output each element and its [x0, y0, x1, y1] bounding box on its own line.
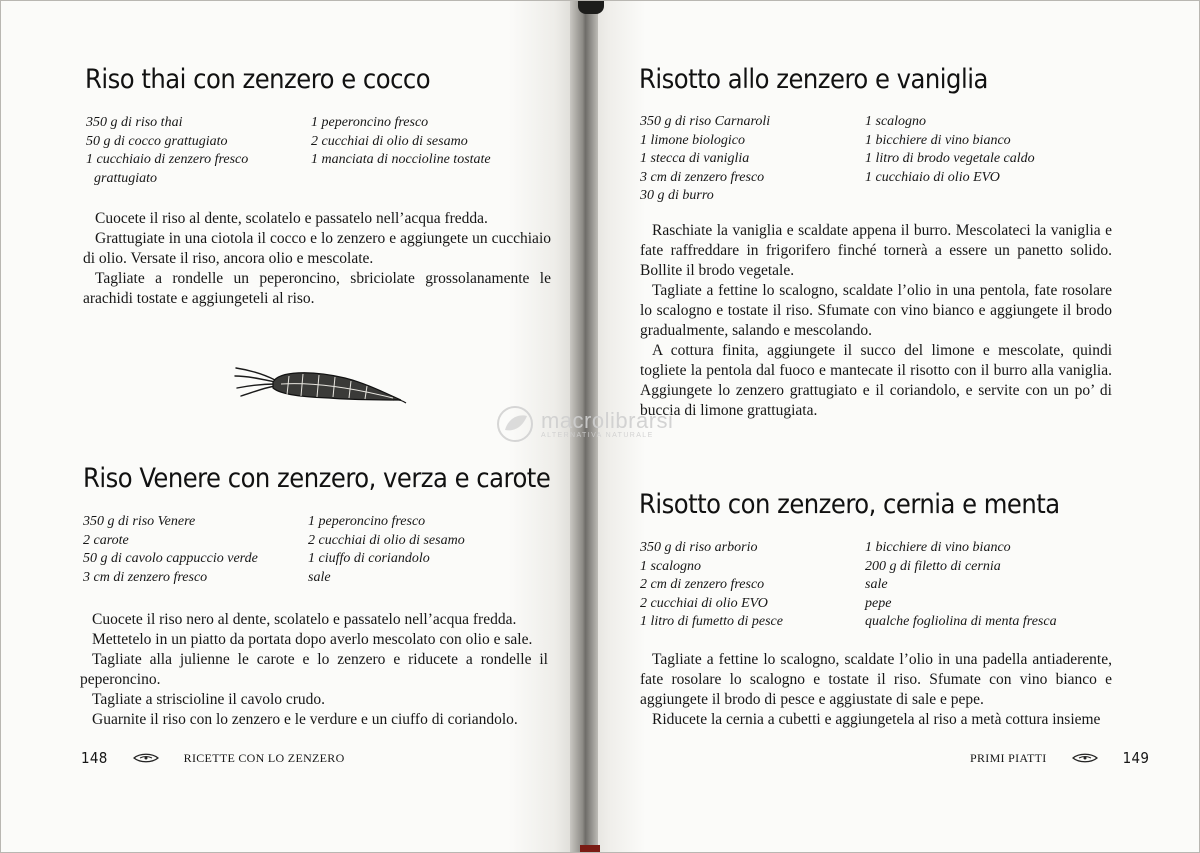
ingredient-item: 1 scalogno	[865, 114, 927, 129]
ingredient-item: 1 stecca di vaniglia	[640, 151, 750, 166]
recipe-instructions	[640, 650, 1112, 730]
page-footer	[81, 749, 345, 767]
ingredient-item: 2 cm di zenzero fresco	[640, 577, 765, 592]
ingredients-left-col-2	[308, 513, 548, 587]
ingredients-right-col-2	[865, 539, 1115, 632]
watermark	[495, 403, 715, 445]
ingredient-item: 50 g di cavolo cappuccio verde	[83, 551, 258, 566]
ingredient-item: 1 litro di fumetto di pesce	[640, 614, 783, 629]
ingredient-item: 350 g di riso arborio	[640, 540, 758, 555]
ginger-ornament-icon	[1071, 752, 1099, 764]
ginger-ornament-icon	[132, 752, 160, 764]
page-number: 148	[81, 749, 108, 767]
ingredient-item: 350 g di riso thai	[86, 115, 183, 130]
carrot-illustration	[233, 362, 407, 406]
instruction-paragraph: Cuocete il riso nero al dente, scolatelo e passatelo nell’acqua fredda.	[92, 611, 517, 628]
watermark-brand: macrolibrarsi	[541, 407, 674, 433]
ingredient-item: qualche fogliolina di menta fresca	[865, 614, 1057, 629]
instruction-paragraph: A cottura finita, aggiungete il succo del limone e mescolate, quindi togliete la pentola dal fuoco e mantecate il risotto con il burro alla vaniglia. Aggiungete lo zenzero grattugiato e il coriandolo, e servite con un po’ di buccia di limone grattugiata.	[640, 342, 1112, 419]
ingredient-item: 1 manciata di noccioline tostate	[311, 152, 491, 167]
instruction-paragraph: Tagliate a striscioline il cavolo crudo.	[92, 691, 326, 708]
ingredient-item: 2 cucchiai di olio di sesamo	[311, 133, 468, 149]
book-spine-bottom	[580, 845, 600, 853]
ingredient-item: 1 limone biologico	[640, 132, 745, 148]
recipe-title-risotto-cernia: Risotto con zenzero, cernia e menta	[639, 489, 1060, 520]
ingredient-item: 200 g di filetto di cernia	[865, 558, 1001, 574]
ingredient-item: 30 g di burro	[640, 188, 714, 203]
ingredient-item: grattugiato	[94, 170, 158, 186]
instruction-paragraph: Riducete la cernia a cubetti e aggiungetela al riso a metà cottura insieme	[652, 711, 1101, 728]
ingredient-item: 2 carote	[83, 532, 129, 548]
ingredient-item: sale	[865, 577, 888, 592]
ingredient-item: 1 cucchiaio di zenzero fresco	[86, 152, 249, 167]
instruction-paragraph: Guarnite il riso con lo zenzero e le verdure e un ciuffo di coriandolo.	[92, 711, 518, 728]
running-head: PRIMI PIATTI	[970, 750, 1047, 765]
left-page	[0, 0, 578, 853]
instruction-paragraph: Tagliate a fettine lo scalogno, scaldate l’olio in una padella antiaderente, fate rosolare lo scalogno e tostate il riso. Sfumate con vino bianco e aggiungete il brodo di pesce e aggiustate di sale e pepe.	[640, 651, 1112, 708]
page-footer	[970, 749, 1149, 767]
ingredient-item: 2 cucchiai di olio di sesamo	[308, 532, 465, 548]
ingredient-item: 2 cucchiai di olio EVO	[640, 595, 768, 611]
ingredients-right-col-2	[865, 113, 1115, 187]
recipe-instructions	[83, 209, 551, 309]
recipe-title-riso-venere: Riso Venere con zenzero, verza e carote	[83, 463, 551, 494]
ingredient-item: 1 peperoncino fresco	[311, 115, 429, 130]
recipe-title-riso-thai: Riso thai con zenzero e cocco	[85, 64, 431, 95]
ingredient-item: 3 cm di zenzero fresco	[83, 569, 208, 585]
ingredient-item: 1 litro di brodo vegetale caldo	[865, 151, 1035, 166]
instruction-paragraph: Raschiate la vaniglia e scaldate appena il burro. Mescolateci la vaniglia e fate raffreddare in frigorifero finché tornerà a essere un panetto solido. Bollite il brodo vegetale.	[640, 222, 1112, 279]
ingredients-left-col-1	[86, 114, 301, 188]
ingredients-right-col-1	[640, 539, 855, 632]
ingredient-item: 1 scalogno	[640, 558, 702, 574]
running-head: RICETTE CON LO ZENZERO	[183, 750, 345, 765]
recipe-instructions	[80, 610, 548, 730]
instruction-paragraph: Grattugiate in una ciotola il cocco e lo zenzero e aggiungete un cucchiaio di olio. Versate il riso, ancora olio e mescolate.	[83, 230, 551, 267]
instruction-paragraph: Tagliate alla julienne le carote e lo zenzero e riducete a rondelle il peperoncino.	[80, 651, 548, 688]
ingredients-right-col-1	[640, 113, 855, 206]
instruction-paragraph: Tagliate a fettine lo scalogno, scaldate l’olio in una pentola, fate rosolare lo scalogno e tostate il riso. Sfumate con vino bianco e aggiungete il brodo gradualmente, salando e mescolando.	[640, 282, 1112, 339]
ingredient-item: 1 ciuffo di coriandolo	[308, 551, 430, 566]
recipe-title-risotto-vaniglia: Risotto allo zenzero e vaniglia	[639, 64, 988, 95]
ingredient-item: 350 g di riso Venere	[83, 514, 196, 529]
leaf-logo-icon	[495, 404, 535, 444]
ingredient-item: 350 g di riso Carnaroli	[640, 114, 771, 129]
ingredient-item: 1 bicchiere di vino bianco	[865, 132, 1011, 148]
instruction-paragraph: Cuocete il riso al dente, scolatelo e passatelo nell’acqua fredda.	[95, 210, 488, 227]
book-spine-top	[578, 0, 604, 14]
ingredient-item: 1 peperoncino fresco	[308, 514, 426, 529]
page-number: 149	[1122, 749, 1150, 767]
ingredient-item: 50 g di cocco grattugiato	[86, 133, 228, 149]
ingredient-item: 1 bicchiere di vino bianco	[865, 540, 1011, 555]
instruction-paragraph: Mettetelo in un piatto da portata dopo averlo mescolato con olio e sale.	[92, 631, 533, 648]
ingredients-left-col-2	[311, 114, 551, 170]
ingredient-item: pepe	[865, 595, 892, 611]
ingredient-item: sale	[308, 569, 331, 585]
instruction-paragraph: Tagliate a rondelle un peperoncino, sbriciolate grossolanamente le arachidi tostate e aggiungeteli al riso.	[83, 270, 551, 307]
ingredient-item: 3 cm di zenzero fresco	[640, 169, 765, 185]
ingredient-item: 1 cucchiaio di olio EVO	[865, 169, 1000, 185]
watermark-tagline: ALTERNATIVA NATURALE	[541, 431, 654, 439]
ingredients-left-col-1	[83, 513, 298, 587]
recipe-instructions	[640, 221, 1112, 421]
